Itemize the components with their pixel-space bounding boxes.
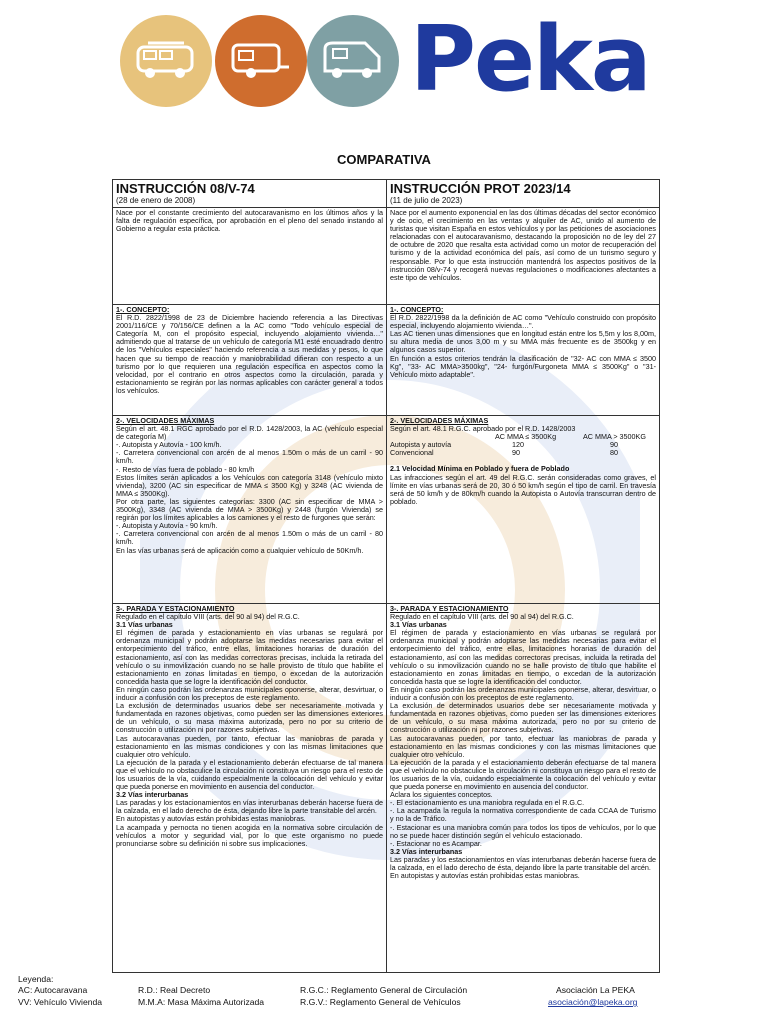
legend-association: Asociación La PEKA bbox=[556, 985, 635, 995]
right-s3-para: -. Estacionar no es Acampar. bbox=[390, 838, 482, 848]
speed-row-label: Convencional bbox=[390, 448, 434, 458]
comparison-table bbox=[112, 179, 660, 973]
concept-row bbox=[113, 305, 660, 416]
left-s2-line: Estos límites serán aplicados a los Vehículos con categoría 3148 (vehículo mixto vivienda), 3200 (AC sin especificar de MMA ≤ 3500 Kg) y 3248 (AC vivienda de MMA ≤ 3500Kg). bbox=[116, 472, 383, 498]
right-s3-para: -. El estacionamiento es una maniobra regulada en el R.G.C. bbox=[390, 798, 585, 808]
legend bbox=[18, 974, 53, 985]
left-s3-para: En autopistas y autovías están prohibidas estas maniobras. bbox=[116, 814, 306, 824]
legend-vv: VV: Vehículo Vivienda bbox=[18, 997, 103, 1007]
right-header-cell bbox=[387, 180, 660, 208]
right-intro: Nace por el aumento exponencial en las dos últimas décadas del sector económico y de ocio, el crecimiento en las ventas y alquiler de AC, unido al aumento de turistas que visitan España en estos vehículos y por las peticiones de asociaciones relacionadas con el autocaravanismo, destacando la proposición no de ley del 27 de octubre de 2020 que resalta esta actividad como un motor de recuperación del turismo y de la actividad económica del país, así como de un turismo seguro y responsable. Por lo que esta instrucción mantendrá los aspectos positivos de la instrucción 08/v-74 y recogerá nuevas regulaciones o modificaciones afectantes a este tipo de vehículos. bbox=[390, 208, 656, 282]
speed-col1: AC MMA ≤ 3500Kg bbox=[495, 432, 557, 442]
speed-row-label: Autopista y autovía bbox=[390, 440, 452, 450]
brand-logo-text: Peka bbox=[410, 7, 650, 112]
intro-row bbox=[113, 208, 660, 305]
email-link[interactable]: asociación@lapeka.org bbox=[548, 997, 638, 1007]
right-date: (11 de julio de 2023) bbox=[390, 196, 463, 205]
left-s2-line: -. Autopista y Autovía - 90 km/h. bbox=[116, 521, 218, 531]
speed-table-row bbox=[390, 449, 656, 457]
left-s1-heading: 1-. CONCEPTO: bbox=[116, 305, 170, 314]
right-s2-heading: 2-. VELOCIDADES MÁXIMAS bbox=[390, 416, 489, 425]
left-s2-line: -. Resto de vías fuera de poblado - 80 km/h bbox=[116, 464, 255, 474]
speed-row-v1: 120 bbox=[512, 440, 524, 450]
right-s3-para: Aclara los siguientes conceptos. bbox=[390, 790, 493, 800]
left-s2-line: Por otra parte, las siguientes categorías: 3300 (AC sin especificar de MMA > 3500Kg), 3348 (AC vivienda de MMA > 3500Kg) y 2448 (furgón Vivienda) se regirán por los límites aplicables a los camiones y el resto de furgones que serán: bbox=[116, 496, 383, 523]
legend-rd: R.D.: Real Decreto bbox=[138, 985, 211, 995]
page-title: COMPARATIVA bbox=[337, 152, 431, 167]
right-s3-para: -. La acampada la regula la normativa correspondiente de cada CCAA de Turismo y no la de Tráfico. bbox=[390, 806, 656, 824]
right-s1-para: En función a estos criterios tendrán la clasificación de "32- AC con MMA ≤ 3500 Kg", "33- AC MMA>3500kg", "24- furgón/Furgoneta MMA ≤ 3500Kg" o "31- Vehículo mixto adaptable". bbox=[390, 353, 656, 379]
left-s3-para: En ningún caso podrán las ordenanzas municipales oponerse, alterar, desvirtuar, o inducir a confusión con los preceptos de este reglamento. bbox=[116, 684, 383, 703]
legend-title: Leyenda: bbox=[18, 974, 54, 984]
left-s3-para: La acampada y pernocta no tienen acogida en la normativa sobre circulación de vehículos a motor y seguridad vial, por lo que este organismo no puede pronunciarse sobre su definición ni sobre sus implicaciones. bbox=[116, 822, 383, 848]
right-s2-text: Las infracciones según el art. 49 del R.G.C. serán consideradas como graves, el límite en vías urbanas será de 20, 30 ó 50 km/h según el tipo de carril. En travesía será de 50 km/h y de 80km/h cuando la Autopista o Autovía transcurran dentro de poblado. bbox=[390, 472, 656, 506]
right-s1-para: El R.D. 2822/1998 da la definición de AC como "Vehículo construido con propósito especial, incluyendo alojamiento vivienda…". bbox=[390, 313, 656, 331]
left-s2-line: En las vías urbanas será de aplicación como a cualquier vehículo de 50Km/h. bbox=[116, 545, 364, 555]
left-s3-para: Las paradas y los estacionamientos en vías interurbanas deberán hacerse fuera de la calzada, en el lado derecho de ésta, dejando libre la parte transitable del arcén. bbox=[116, 798, 383, 816]
right-s3-para: En ningún caso podrán las ordenanzas municipales oponerse, alterar, desvirtuar, o inducir a confusión con los preceptos de este reglamento. bbox=[390, 684, 656, 703]
right-title: INSTRUCCIÓN PROT 2023/14 bbox=[390, 181, 571, 196]
left-s2-line: Según el art. 48.1 RGC aprobado por el R.D. 1428/2003, la AC (vehículo especial de categoría M) bbox=[116, 424, 383, 442]
right-s3-sub1: 3.1 Vías urbanas bbox=[390, 620, 447, 630]
right-s3-para: La exclusión de determinados usuarios debe ser necesariamente motivada y fundamentada en razones objetivas, como pueden ser las dimensiones exteriores de un vehículo, o su masa máxima autorizada, pero no por su criterio de construcción o utilización ni por razones subjetivas. bbox=[390, 701, 656, 735]
van-icon bbox=[120, 15, 212, 107]
left-date: (28 de enero de 2008) bbox=[116, 196, 196, 205]
left-s3-sub1: 3.1 Vías urbanas bbox=[116, 620, 173, 630]
legend-ac: AC: Autocaravana bbox=[18, 985, 88, 995]
legend-rgc: R.G.C.: Reglamento General de Circulación bbox=[300, 985, 468, 995]
header bbox=[0, 0, 768, 130]
right-s3-para: Las autocaravanas pueden, por tanto, efectuar las maniobras de parada y estacionamiento en las mismas condiciones y con las mismas limitaciones que cualquier otro vehículo. bbox=[390, 733, 656, 759]
left-s2-line: -. Carretera convencional con arcén de al menos 1.50m o más de un carril - 80 km/h. bbox=[116, 529, 383, 547]
left-title: INSTRUCCIÓN 08/V-74 bbox=[116, 181, 255, 196]
left-header-cell bbox=[113, 180, 387, 208]
right-s3-para: -. Estacionar es una maniobra común para todos los tipos de vehículos, por lo que no se puede hacer distinción según el vehículo estacionado. bbox=[390, 822, 656, 840]
legend-rgv: R.G.V.: Reglamento General de Vehículos bbox=[300, 997, 461, 1007]
left-intro: Nace por el constante crecimiento del autocaravanismo en los últimos años y la falta de regulación específica, por aprobación en el pleno del senado instando al Gobierno a regular esta práctica. bbox=[116, 208, 383, 234]
left-s3-para: Las autocaravanas pueden, por tanto, efectuar las maniobras de parada y estacionamiento en las mismas condiciones y con las mismas limitaciones que cualquier otro vehículo. bbox=[116, 733, 383, 759]
left-s2-line: -. Carretera convencional con arcén de al menos 1.50m o más de un carril - 90 km/h. bbox=[116, 448, 383, 466]
right-s2-subheading: 2.1 Velocidad Mínima en Poblado y fuera de Poblado bbox=[390, 464, 570, 474]
right-s3-para: Las paradas y los estacionamientos en vías interurbanas deberán hacerse fuera de la calzada, en el lado derecho de ésta, dejando libre la parte transitable del arcén. bbox=[390, 854, 656, 872]
left-s3-lead: Regulado en el capítulo VIII (arts. del 90 al 94) del R.G.C. bbox=[116, 612, 300, 622]
left-s2-line: -. Autopista y Autovía - 100 km/h. bbox=[116, 440, 222, 450]
speed-row bbox=[113, 416, 660, 604]
parking-row bbox=[113, 604, 660, 973]
left-s3-para: La exclusión de determinados usuarios debe ser necesariamente motivada y fundamentada en razones objetivas, como pueden ser las dimensiones exteriores de un vehículo, o su masa máxima autorizada, pero no por su criterio de construcción o utilización ni por razones subjetivas. bbox=[116, 701, 383, 735]
left-s3-para: El régimen de parada y estacionamiento en vías urbanas se regulará por ordenanza municipal y podrán adoptarse las medidas necesarias para evitar el entorpecimiento del tráfico, entre ellas, limitaciones horarias de duración del estacionamiento, así con las medidas correctoras precisas, incluida la retirada del vehículo o su inmovilización cuando no se halle provisto de título que habilite el estacionamiento en zonas limitadas en tiempo, o excedan de la autorización concedida hasta que se logre la identificación del conductor. bbox=[116, 628, 383, 686]
right-s3-lead: Regulado en el capítulo VIII (arts. del 90 al 94) del R.G.C. bbox=[390, 612, 574, 622]
right-s1-heading: 1-. CONCEPTO: bbox=[390, 305, 444, 314]
legend-mma: M.M.A: Masa Máxima Autorizada bbox=[138, 997, 265, 1007]
right-s3-para: La ejecución de la parada y el estacionamiento deberán efectuarse de tal manera que el vehículo no obstaculice la circulación ni constituya un riesgo para el resto de los usuarios de la vía, cuidando especialmente la colocación del vehículo y evitar que pueda ponerse en movimiento en ausencia del conductor. bbox=[390, 757, 656, 792]
left-s3-para: La ejecución de la parada y el estacionamiento deberán efectuarse de tal manera que el vehículo no obstaculice la circulación ni constituya un riesgo para el resto de los usuarios de la vía, cuidando especialmente la colocación del vehículo y evitar que pueda ponerse en movimiento en ausencia del conductor. bbox=[116, 757, 383, 792]
left-s3-sub2: 3.2 Vías interurbanas bbox=[116, 790, 189, 800]
left-s1-text: El R.D. 2822/1998 de 23 de Diciembre haciendo referencia a las Directivas 2001/116/CE y 70/156/CE definen a la AC como "Todo vehículo especial de Categoría M, con el propósito especial, incluyendo alojamiento vivienda…" admitiendo que al tratarse de un vehículo de categoría M1 esté encuadrado dentro de los "Vehículos especiales" haciendo referencia a sus medidas y pesos, lo que hacen que su tiempo de reacción y maniobrabilidad difieran con respecto a un turismo por lo que requieren una regulación específica en aspectos como la velocidad, por el contrario en otros aspectos como la circulación, parada y estacionamiento se regirán por las normas aplicables con carácter general a todos los vehículos. bbox=[116, 313, 383, 395]
header-row bbox=[113, 180, 660, 208]
right-s1-para: Las AC tienen unas dimensiones que en longitud están entre los 5,5m y los 8,00m, su altura media de unos 3,00 m y su MMA más frecuente es de 3500kg y en algunos casos superior. bbox=[390, 329, 656, 355]
speed-col2: AC MMA > 3500KG bbox=[583, 432, 646, 442]
motorhome-icon bbox=[307, 15, 399, 107]
left-s2-heading: 2-. VELOCIDADES MÁXIMAS bbox=[116, 416, 215, 425]
speed-row-v2: 80 bbox=[610, 448, 618, 458]
right-s3-heading: 3-. PARADA Y ESTACIONAMIENTO bbox=[390, 604, 509, 613]
left-s3-heading: 3-. PARADA Y ESTACIONAMIENTO bbox=[116, 604, 235, 613]
speed-row-v1: 90 bbox=[512, 448, 520, 458]
right-s2-lead: Según el art. 48.1 R.G.C. aprobado por el R.D. 1428/2003 bbox=[390, 424, 576, 434]
right-s3-para: En autopistas y autovías están prohibidas estas maniobras. bbox=[390, 871, 580, 881]
right-s3-sub2: 3.2 Vías interurbanas bbox=[390, 846, 463, 856]
right-s3-para: El régimen de parada y estacionamiento en vías urbanas se regulará por ordenanza municipal y podrán adoptarse las medidas necesarias para evitar el entorpecimiento del tráfico, entre ellas, limitaciones horarias de duración del estacionamiento, así con las medidas correctoras precisas, incluida la retirada del vehículo o su inmovilización cuando no se halle provisto de título que habilite el estacionamiento en zonas limitadas en tiempo, o excedan de la autorización concedida hasta que se logre la identificación del conductor. bbox=[390, 628, 656, 686]
speed-row-v2: 90 bbox=[610, 440, 618, 450]
caravan-icon bbox=[215, 15, 307, 107]
